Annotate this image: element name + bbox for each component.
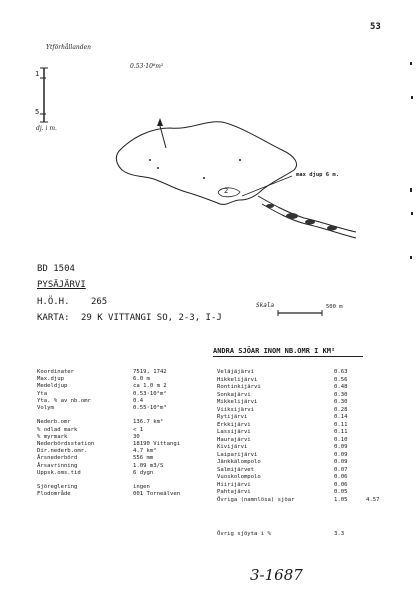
lake-map xyxy=(0,0,419,290)
page-number: 53 xyxy=(370,22,381,32)
fact-label: Medeldjup xyxy=(37,383,68,390)
depth-tick-1: 1 xyxy=(35,70,40,78)
map-area-note: 0.53·10⁶m² xyxy=(130,63,164,70)
lake-row-name: Haurajärvi xyxy=(217,436,251,443)
lake-row xyxy=(217,392,366,399)
lake-row-name: Kivijärvi xyxy=(217,444,248,450)
lake-row-value: 1.05 xyxy=(334,496,348,503)
fact-row xyxy=(37,405,167,412)
fact-row xyxy=(37,455,153,462)
lake-row xyxy=(217,437,366,444)
scale-bar xyxy=(270,308,330,318)
other-lakes-footer-label: Övrig sjöyta i % xyxy=(217,531,271,537)
channel-blob xyxy=(305,220,315,225)
lake-row xyxy=(217,452,366,459)
fact-row xyxy=(37,412,133,419)
lake-row xyxy=(217,497,379,504)
lake-row xyxy=(217,459,366,466)
lake-row-value: 0.14 xyxy=(334,414,348,420)
lake-row-name: Rytijärvi xyxy=(217,414,248,420)
fact-value: 6.0 m xyxy=(133,376,150,383)
lake-row-name: Veläjäjärvi xyxy=(217,369,255,375)
lake-row-name: Lassijärvi xyxy=(217,429,251,435)
lake-row-value: 0.11 xyxy=(334,429,348,435)
lake-row-value: 0.09 xyxy=(334,451,348,458)
channel-blob xyxy=(286,213,298,219)
fact-value: 001 Torneälven xyxy=(133,491,181,498)
lake-row-name: Viiksijärvi xyxy=(217,406,255,413)
fact-value: 30 xyxy=(133,433,140,440)
fact-label: Flodområde xyxy=(37,491,71,498)
lake-row-value: 0.28 xyxy=(334,406,348,413)
lake-row-name: Rontinkijärvi xyxy=(217,384,261,390)
hoh-value: 265 xyxy=(90,297,108,307)
fact-label: Nederbördsstation xyxy=(37,441,95,447)
fact-label: Max.djup xyxy=(37,376,64,383)
lake-outline xyxy=(116,122,296,205)
lake-row-name: Hiirijärvi xyxy=(217,481,251,488)
fact-value: 0.53·10⁶m² xyxy=(133,390,167,397)
fact-row xyxy=(37,369,167,376)
fact-value: 136.7 km² xyxy=(133,419,164,426)
scale-value: 500 m xyxy=(326,304,343,310)
max-depth-label: max djup 6 m. xyxy=(296,172,340,178)
lake-row xyxy=(217,407,366,414)
handwritten-number: 3-1687 xyxy=(250,566,303,584)
lake-row-value: 0.30 xyxy=(334,399,348,405)
lake-row-value: 0.30 xyxy=(334,391,348,398)
lake-row xyxy=(217,429,366,436)
fact-row xyxy=(37,477,133,484)
lake-row-name: Pahtajärvi xyxy=(217,489,251,495)
fact-value: 556 mm xyxy=(133,455,154,462)
lake-row xyxy=(217,377,366,384)
karta-value: 29 K VITTANGI SO, 2-3, I-J xyxy=(80,313,222,323)
karta-label: KARTA: xyxy=(37,313,70,323)
lake-row-value: 0.06 xyxy=(334,474,348,480)
lake-row-value: 0.11 xyxy=(334,421,348,428)
fact-row xyxy=(37,427,143,434)
hoh-label: H.Ö.H. xyxy=(37,297,70,307)
lake-row-value: 0.06 xyxy=(334,481,348,488)
lake-row-value: 0.07 xyxy=(334,466,348,473)
other-lakes-table xyxy=(217,369,407,504)
fact-row xyxy=(37,491,180,498)
fact-row xyxy=(37,383,167,390)
lake-row-value: 0.09 xyxy=(334,459,348,465)
outlet-channel xyxy=(258,196,356,232)
channel-blob xyxy=(327,226,337,231)
scale-label: Skala xyxy=(256,302,275,309)
lake-row-name: Vuoskolompolo xyxy=(217,474,261,480)
depth-tick-5: 5 xyxy=(35,108,40,116)
fact-row xyxy=(37,376,150,383)
lake-row-name: Sonkajärvi xyxy=(217,391,251,398)
lake-row xyxy=(217,422,366,429)
fact-value: 6 dygn xyxy=(133,469,154,476)
fact-value: 4.7 km² xyxy=(133,448,157,455)
fact-row xyxy=(37,391,167,398)
fact-label: Dir.nederb.omr. xyxy=(37,448,88,455)
fact-row xyxy=(37,419,163,426)
fact-value: 0.4 xyxy=(133,397,144,404)
lake-row-value: 0.09 xyxy=(334,444,348,450)
fact-value: 0.55·10⁶m³ xyxy=(133,405,167,411)
lake-row xyxy=(217,474,366,481)
lake-row-name: Erkkijärvi xyxy=(217,421,251,428)
channel-blob xyxy=(266,204,274,208)
fact-value: 18190 Vittangi xyxy=(133,441,181,447)
fact-label: Årsavrinning xyxy=(37,462,78,469)
fact-label: % myrmark xyxy=(37,433,68,440)
fact-value: 1.09 m3/S xyxy=(133,462,164,469)
lake-row xyxy=(217,467,366,474)
other-lakes-title: ANDRA SJÖAR INOM NB.OMR I KM² xyxy=(213,347,336,355)
lake-row-value: 0.56 xyxy=(334,376,348,383)
lake-row-value: 0.05 xyxy=(334,489,348,495)
fact-row xyxy=(37,398,143,405)
lake-row xyxy=(217,482,366,489)
lake-row-name: Laiparijärvi xyxy=(217,451,258,458)
depth-contour xyxy=(218,188,240,197)
lake-row xyxy=(217,489,366,496)
fact-value: ca 1.0 m 2 xyxy=(133,383,167,390)
fact-row xyxy=(37,463,163,470)
fact-row xyxy=(37,470,153,477)
fact-value: 7519, 1742 xyxy=(133,369,167,375)
lake-name: PYSÄJÄRVI xyxy=(37,280,86,290)
lake-row-name: Salmijärvet xyxy=(217,466,255,473)
map-section-caption: Ytförhållanden xyxy=(46,44,92,51)
other-lakes-footer-value: 3.3 xyxy=(334,531,345,537)
depth-mark: 2 xyxy=(224,187,229,195)
lake-row-value: 0.10 xyxy=(334,436,348,443)
lake-row-name: Övriga (namnlösa) sjöar xyxy=(217,496,295,503)
fact-label: Volym xyxy=(37,405,54,411)
lake-row-name: Jänkkälompolo xyxy=(217,459,261,465)
depth-scale-bar xyxy=(40,68,48,122)
fact-row xyxy=(37,434,140,441)
lake-facts xyxy=(37,369,212,509)
lake-row-name: Mikkelijärvi xyxy=(217,399,258,405)
fact-label: Uppsk.oms.tid xyxy=(37,469,81,476)
fact-value: < 1 xyxy=(133,426,144,433)
lake-row xyxy=(217,399,366,406)
lake-row-name: Hikkelijärvi xyxy=(217,376,258,383)
fact-label: % odlad mark xyxy=(37,426,78,433)
inflow-arrow-head xyxy=(157,118,163,126)
lake-row xyxy=(217,414,366,421)
lake-row xyxy=(217,384,366,391)
lake-row xyxy=(217,369,366,376)
lake-id: BD 1504 xyxy=(37,264,75,274)
inflow-arrow-line xyxy=(160,126,166,148)
lake-row-value: 0.48 xyxy=(334,384,348,390)
fact-label: Koordinater xyxy=(37,369,75,375)
fact-value: ingen xyxy=(133,484,150,491)
fact-row xyxy=(37,441,180,448)
fact-label: Yta. % av nb.omr xyxy=(37,397,91,404)
fact-label: Yta xyxy=(37,390,48,397)
depth-scale-label: dj. i m. xyxy=(36,125,57,132)
max-depth-pointer xyxy=(242,176,292,196)
fact-label: Nederb.omr xyxy=(37,419,71,426)
lake-row xyxy=(217,444,366,451)
title-underline xyxy=(213,356,363,357)
lake-row-total: 4.57 xyxy=(366,496,380,503)
fact-label: Årsnederbörd xyxy=(37,455,78,462)
lake-row-value: 0.63 xyxy=(334,369,348,375)
fact-label: Sjöreglering xyxy=(37,484,78,491)
